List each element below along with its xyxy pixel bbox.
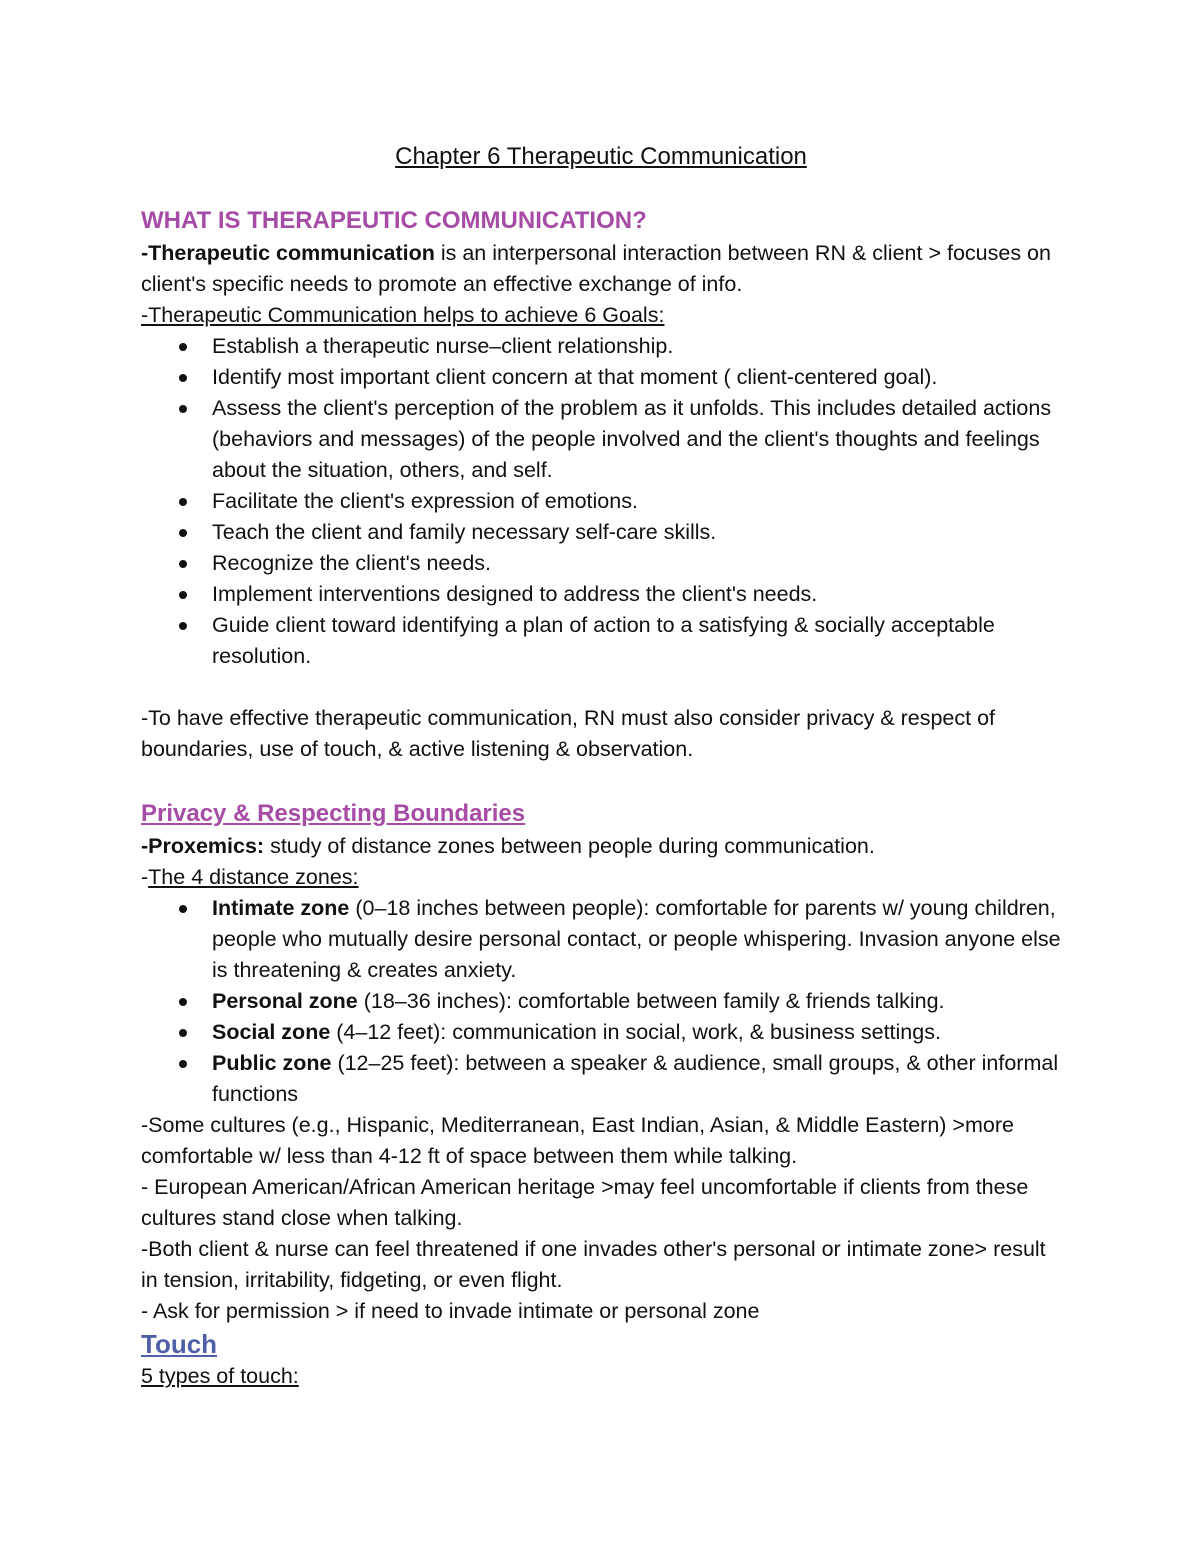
list-item: Teach the client and family necessary self-care skills. [212,517,1061,548]
bullet-icon [179,998,187,1006]
note-paragraph: -Some cultures (e.g., Hispanic, Mediterranean, East Indian, Asian, & Middle Eastern) >more comfortable w/ less than 4-12 ft of space between them while talking. [141,1113,1014,1168]
closing-paragraph: -To have effective therapeutic communication, RN must also consider privacy & respect of boundaries, use of touch, & active listening & observation. [141,706,996,761]
bullet-icon [179,343,187,351]
proxemics-paragraph [141,831,1061,862]
spacer [141,765,1061,797]
list-item: Guide client toward identifying a plan of action to a satisfying & socially acceptable resolution. [212,610,1061,672]
page-title: Chapter 6 Therapeutic Communication [395,143,807,170]
list-item: Social zone (4–12 feet): communication in social, work, & business settings. [212,1017,1061,1048]
list-item: Public zone (12–25 feet): between a speaker & audience, small groups, & other informal functions [212,1048,1061,1110]
note-paragraph: -Both client & nurse can feel threatened if one invades other's personal or intimate zone> result in tension, irritability, fidgeting, or even flight. [141,1237,1046,1292]
zones-list [141,893,1061,1110]
proxemics-text: study of distance zones between people during communication. [264,834,875,858]
goals-list [141,331,1061,672]
list-item: Facilitate the client's expression of emotions. [212,486,1061,517]
definition-paragraph [141,238,1061,300]
definition-text: is an interpersonal interaction between RN & client > focuses on client's specific needs to promote an effective exchange of info. [141,241,1051,296]
note-paragraph: - European American/African American heritage >may feel uncomfortable if clients from these cultures stand close when talking. [141,1175,1029,1230]
list-item: Implement interventions designed to address the client's needs. [212,579,1061,610]
section-heading-privacy: Privacy & Respecting Boundaries [141,800,526,827]
bullet-icon [179,405,187,413]
definition-term: -Therapeutic communication [141,241,435,265]
bullet-icon [179,1029,187,1037]
bullet-icon [179,498,187,506]
bullet-icon [179,560,187,568]
goals-intro: -Therapeutic Communication helps to achieve 6 Goals: [141,303,665,327]
bullet-icon [179,591,187,599]
zones-intro: -The 4 distance zones: [141,865,359,889]
section-heading-what-is: WHAT IS THERAPEUTIC COMMUNICATION? [141,207,647,234]
list-item: Recognize the client's needs. [212,548,1061,579]
list-item: Identify most important client concern at that moment ( client-centered goal). [212,362,1061,393]
list-item: Establish a therapeutic nurse–client relationship. [212,331,1061,362]
bullet-icon [179,374,187,382]
list-item: Assess the client's perception of the problem as it unfolds. This includes detailed actions (behaviors and messages) of the people involved and the client's thoughts and feelings about the situation, others, and self. [212,393,1061,486]
touch-types-intro: 5 types of touch: [141,1364,299,1388]
document-page [141,140,1061,1392]
bullet-icon [179,905,187,913]
spacer [141,672,1061,703]
proxemics-term: -Proxemics: [141,834,265,858]
bullet-icon [179,529,187,537]
section-heading-touch: Touch [141,1329,218,1359]
note-paragraph: - Ask for permission > if need to invade intimate or personal zone [141,1299,760,1323]
list-item: Personal zone (18–36 inches): comfortable between family & friends talking. [212,986,1061,1017]
bullet-icon [179,622,187,630]
bullet-icon [179,1060,187,1068]
list-item: Intimate zone (0–18 inches between people): comfortable for parents w/ young children, people who mutually desire personal contact, or people whispering. Invasion anyone else is threatening & creates anxiety. [212,893,1061,986]
